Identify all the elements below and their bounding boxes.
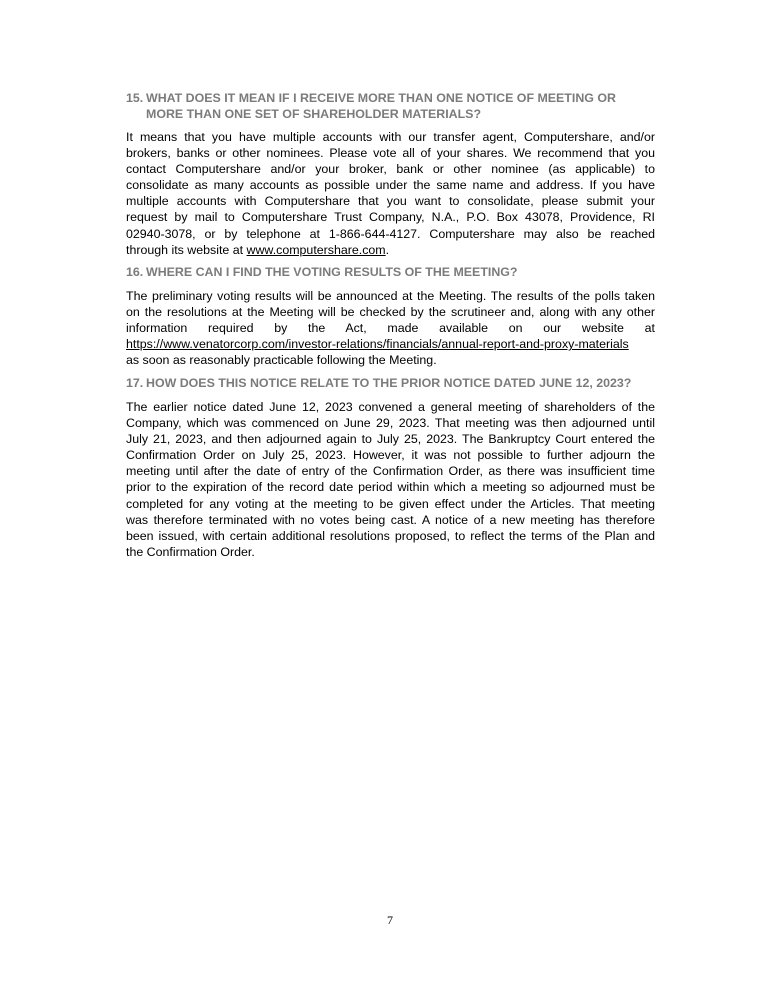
section-16-heading bbox=[126, 264, 661, 280]
section-17-line: prior to the expiration of the record date period within which a meeting so adjourned must be bbox=[126, 480, 655, 495]
section-16-title: WHERE CAN I FIND THE VOTING RESULTS OF THE MEETING? bbox=[146, 265, 518, 279]
link-suffix: . bbox=[385, 242, 390, 257]
section-15-line: It means that you have multiple accounts with our transfer agent, Computershare, and/or bbox=[126, 130, 655, 144]
section-15-line: 02940-3078, or by telephone at 1-866-644-4127. Computershare may also be reached bbox=[126, 226, 655, 241]
section-17-line: The earlier notice dated June 12, 2023 convened a general meeting of shareholders of the bbox=[126, 400, 655, 414]
section-15-line: multiple accounts with Computershare that you want to consolidate, please submit your bbox=[126, 194, 655, 209]
section-16-line: on the resolutions at the Meeting will be checked by the scrutineer and, along with any other bbox=[126, 305, 655, 320]
section-16-body bbox=[126, 288, 655, 368]
section-16-number: 16. bbox=[126, 265, 144, 279]
section-15-title-line1: WHAT DOES IT MEAN IF I RECEIVE MORE THAN ONE NOTICE OF MEETING OR bbox=[146, 91, 616, 105]
section-15-line: through its website at bbox=[126, 242, 247, 257]
section-16-line: as soon as reasonably practicable following the Meeting. bbox=[126, 353, 437, 368]
section-15-line: brokers, banks or other nominees. Please vote all of your shares. We recommend that you bbox=[126, 146, 655, 161]
section-17-line: Confirmation Order on July 25, 2023. However, it was not possible to further adjourn the bbox=[126, 448, 655, 463]
section-17-number: 17. bbox=[126, 376, 144, 390]
section-15-line: request by mail to Computershare Trust Company, N.A., P.O. Box 43078, Providence, RI bbox=[126, 210, 655, 225]
section-17-line: been issued, with certain additional resolutions proposed, to reflect the terms of the Plan and bbox=[126, 528, 655, 543]
section-15-body bbox=[126, 129, 655, 258]
section-17-line: Company, which was commenced on June 29, 2023. That meeting was then adjourned until bbox=[126, 416, 655, 431]
section-17-line: meeting until after the date of entry of the Confirmation Order, as there was insufficient time bbox=[126, 464, 655, 479]
section-15-number: 15. bbox=[126, 91, 144, 105]
section-17-body bbox=[126, 399, 655, 560]
page-number: 7 bbox=[387, 913, 393, 927]
section-15-line: consolidate as many accounts as possible under the same name and address. If you have bbox=[126, 178, 655, 193]
section-17-line: July 21, 2023, and then adjourned again to July 25, 2023. The Bankruptcy Court entered the bbox=[126, 432, 655, 447]
section-17-heading bbox=[126, 375, 661, 391]
section-17-line: was therefore terminated with no votes being cast. A notice of a new meeting has therefore bbox=[126, 512, 655, 527]
section-15-last-line bbox=[126, 242, 655, 258]
venator-website-link[interactable]: https://www.venatorcorp.com/investor-relations/financials/annual-report-and-proxy-materials bbox=[126, 337, 629, 352]
section-17-line: the Confirmation Order. bbox=[126, 544, 255, 559]
section-17-title: HOW DOES THIS NOTICE RELATE TO THE PRIOR NOTICE DATED JUNE 12, 2023? bbox=[146, 376, 632, 390]
section-16-link-line bbox=[126, 336, 655, 352]
section-16-line: information required by the Act, made available on our website at bbox=[126, 321, 655, 336]
section-17-line: completed for any voting at the meeting to be given effect under the Articles. That meeting bbox=[126, 496, 655, 511]
computershare-link[interactable]: www.computershare.com bbox=[246, 242, 386, 257]
section-15-heading bbox=[126, 90, 661, 122]
section-16-line: The preliminary voting results will be announced at the Meeting. The results of the polls taken bbox=[126, 289, 655, 303]
section-15-title-line2: MORE THAN ONE SET OF SHAREHOLDER MATERIALS? bbox=[146, 107, 482, 121]
section-15-line: contact Computershare and/or your broker, bank or other nominee (as applicable) to bbox=[126, 162, 655, 177]
